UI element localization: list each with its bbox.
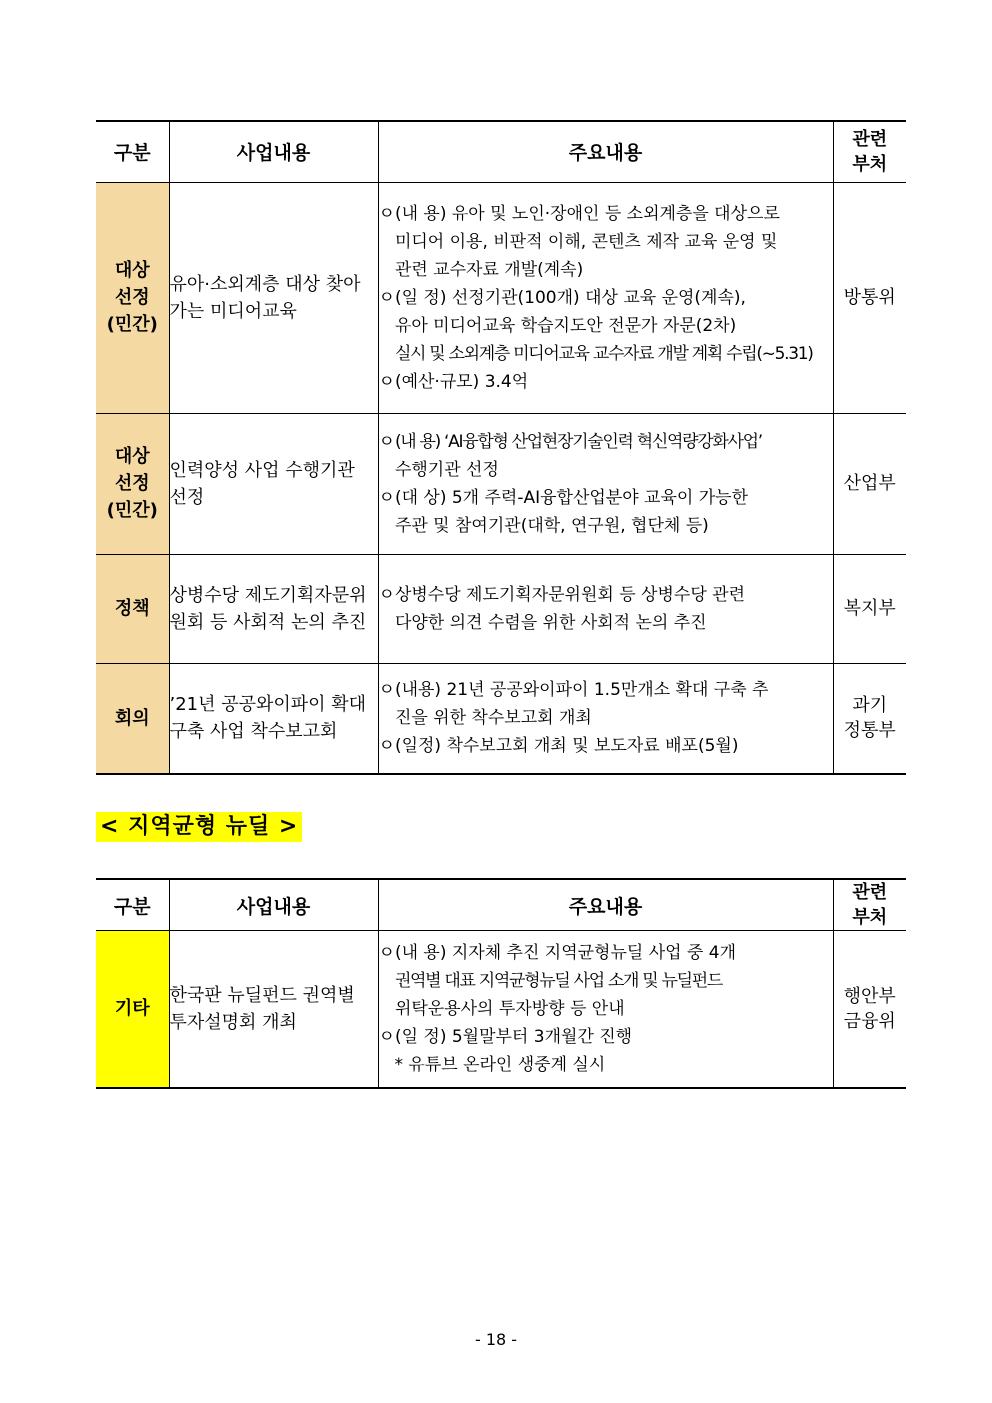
bullet-mark: ㅇ [378, 487, 395, 508]
header-business: 사업내용 [169, 121, 378, 182]
dept-cell [833, 931, 906, 1088]
detail-line: 수행기관 선정 [394, 459, 499, 480]
dept-line: 금융위 [843, 1010, 896, 1032]
detail-item [379, 484, 833, 540]
bullet-mark: ㅇ [378, 584, 395, 605]
content-cell [378, 663, 833, 774]
detail-item [379, 284, 833, 368]
bullet-mark: ㅇ [378, 287, 395, 308]
dept-cell [833, 554, 906, 663]
table-regional-new-deal [96, 878, 906, 1089]
detail-line: (일 정) 선정기관(100개) 대상 교육 운영(계속), [394, 287, 746, 308]
detail-item [379, 368, 833, 396]
bullet-mark: ㅇ [378, 736, 395, 757]
table-row [96, 931, 906, 1088]
detail-line: 주관 및 참여기관(대학, 연구원, 협단체 등) [394, 515, 709, 536]
detail-item [379, 732, 833, 760]
category-cell [96, 554, 169, 663]
detail-line: 유아 미디어교육 학습지도안 전문가 자문(2차) [394, 315, 737, 336]
table-row [96, 554, 906, 663]
header-category: 구분 [96, 121, 169, 182]
category-cell [96, 413, 169, 554]
detail-line: (내 용) ‘AI융합형 산업현장기술인력 혁신역량강화사업’ [394, 431, 762, 452]
bullet-mark: ㅇ [378, 1026, 395, 1047]
header-content: 주요내용 [378, 879, 833, 931]
content-cell [378, 931, 833, 1088]
dept-line: 정통부 [843, 720, 896, 742]
detail-line: (내 용) 지자체 추진 지역균형뉴딜 사업 중 4개 [394, 942, 737, 963]
category-line: (민간) [106, 314, 158, 335]
detail-line: 실시 및 소외계층 미디어교육 교수자료 개발 계획 수립(~5.31) [394, 343, 813, 364]
content-cell [378, 182, 833, 413]
table-header-row [96, 121, 906, 182]
header-dept-line1: 관련 [852, 128, 888, 150]
category-line: 선정 [114, 287, 150, 308]
business-cell: 유아·소외계층 대상 찾아가는 미디어교육 [169, 182, 378, 413]
detail-line: (예산·규모) 3.4억 [394, 371, 529, 392]
table-row [96, 413, 906, 554]
category-cell [96, 663, 169, 774]
detail-item [379, 1023, 833, 1051]
table-header-row [96, 879, 906, 931]
category-line: 대상 [114, 260, 150, 281]
bullet-mark: ㅇ [378, 203, 395, 224]
table-digital-new-deal [96, 120, 906, 775]
header-content: 주요내용 [378, 121, 833, 182]
detail-line: 다양한 의견 수렴을 위한 사회적 논의 추진 [394, 612, 707, 633]
header-dept-line2: 부처 [852, 907, 888, 928]
business-cell: 상병수당 제도기획자문위원회 등 사회적 논의 추진 [169, 554, 378, 663]
header-dept-line2: 부처 [852, 153, 888, 175]
category-line: 기타 [114, 998, 150, 1020]
header-dept [833, 879, 906, 931]
detail-line: 진을 위한 착수보고회 개최 [394, 708, 592, 729]
detail-line: 미디어 이용, 비판적 이해, 콘텐츠 제작 교육 운영 및 [394, 231, 778, 252]
table-row [96, 182, 906, 413]
dept-cell [833, 663, 906, 774]
detail-item [379, 581, 833, 637]
dept-line: 산업부 [843, 473, 896, 494]
header-dept-line1: 관련 [852, 882, 888, 903]
detail-item [379, 939, 833, 1023]
header-dept [833, 121, 906, 182]
content-cell [378, 413, 833, 554]
detail-line: (일정) 착수보고회 개최 및 보도자료 배포(5월) [394, 736, 739, 757]
detail-line: (내용) 21년 공공와이파이 1.5만개소 확대 구축 추 [394, 680, 769, 701]
dept-cell [833, 413, 906, 554]
dept-line: 행안부 [843, 985, 896, 1007]
detail-item [379, 428, 833, 484]
content-cell [378, 554, 833, 663]
bullet-mark: ㅇ [378, 371, 395, 392]
detail-item [379, 676, 833, 732]
detail-line: 관련 교수자료 개발(계속) [394, 259, 584, 280]
dept-line: 방통위 [843, 287, 896, 308]
detail-line: (일 정) 5월말부터 3개월간 진행 [394, 1026, 633, 1047]
detail-line: (대 상) 5개 주력-AI융합산업분야 교육이 가능한 [394, 487, 748, 508]
detail-line: 위탁운용사의 투자방향 등 안내 [394, 998, 625, 1019]
header-category: 구분 [96, 879, 169, 931]
bullet-mark: ㅇ [378, 431, 395, 452]
section-heading: < 지역균형 뉴딜 > [96, 812, 302, 842]
detail-note: * 유튜브 온라인 생중계 실시 [394, 1054, 606, 1075]
detail-line: (내 용) 유아 및 노인·장애인 등 소외계층을 대상으로 [394, 203, 780, 224]
dept-line: 과기 [852, 695, 888, 717]
business-cell: ’21년 공공와이파이 확대 구축 사업 착수보고회 [169, 663, 378, 774]
category-cell [96, 182, 169, 413]
detail-line: 상병수당 제도기획자문위원회 등 상병수당 관련 [394, 584, 745, 605]
category-line: 회의 [114, 707, 150, 729]
business-cell: 한국판 뉴딜펀드 권역별 투자설명회 개최 [169, 931, 378, 1088]
category-line: 대상 [114, 446, 150, 467]
category-line: 선정 [114, 473, 150, 494]
header-business: 사업내용 [169, 879, 378, 931]
table-row [96, 663, 906, 774]
bullet-mark: ㅇ [378, 942, 395, 963]
category-line: 정책 [114, 598, 150, 619]
page-number: - 18 - [474, 1330, 518, 1349]
category-line: (민간) [106, 500, 158, 521]
dept-line: 복지부 [843, 598, 896, 619]
detail-item [379, 200, 833, 284]
category-cell [96, 931, 169, 1088]
detail-line: 권역별 대표 지역균형뉴딜 사업 소개 및 뉴딜펀드 [394, 970, 722, 991]
dept-cell [833, 182, 906, 413]
bullet-mark: ㅇ [378, 680, 395, 701]
business-cell: 인력양성 사업 수행기관 선정 [169, 413, 378, 554]
